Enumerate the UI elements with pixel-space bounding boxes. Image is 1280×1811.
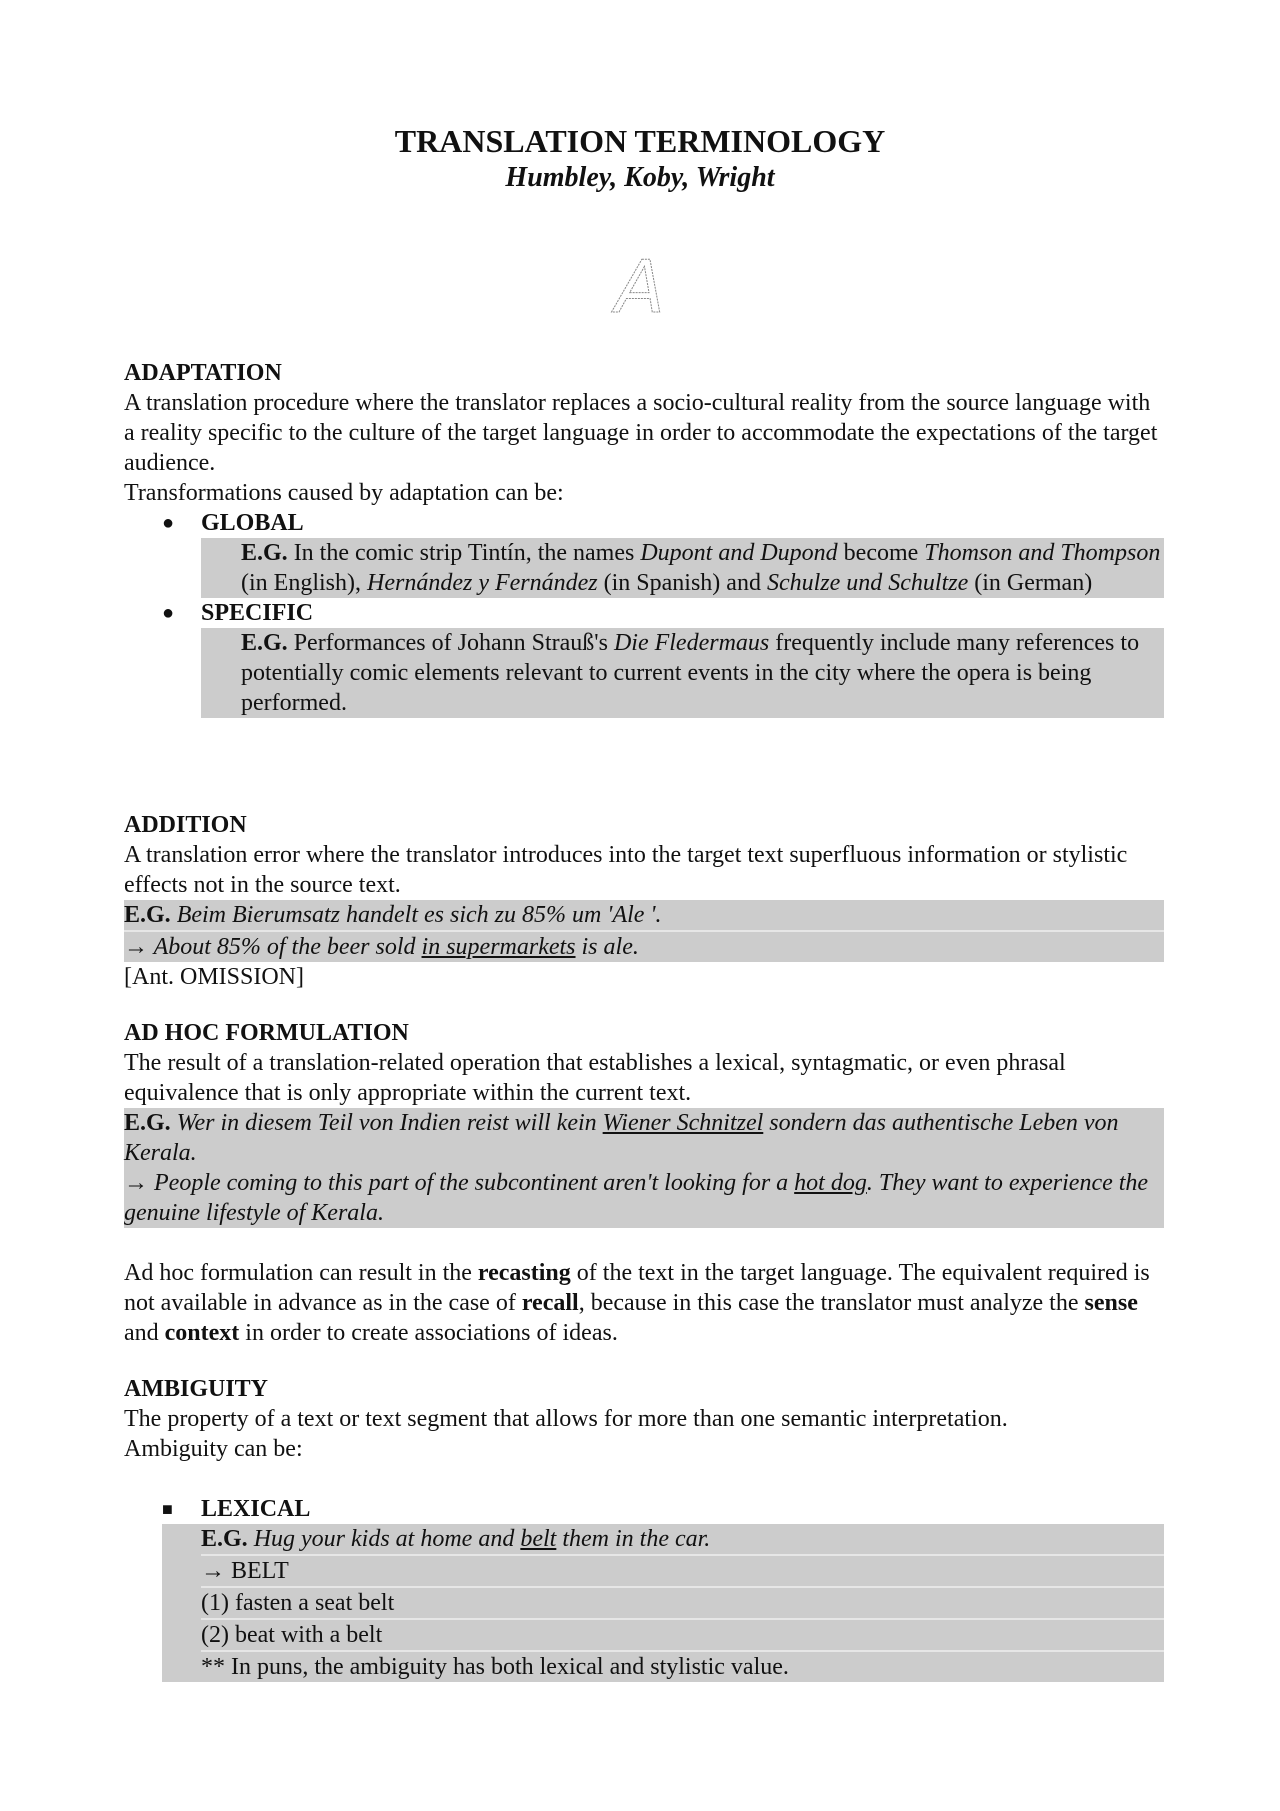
example-text: → People coming to this part of the subcontinent aren't looking for a (124, 1170, 789, 1196)
example-specific (201, 628, 1164, 718)
note-text: in order to create associations of ideas. (245, 1320, 618, 1346)
example-text: become (843, 540, 919, 566)
document-header (0, 122, 1280, 196)
bullet-specific (124, 598, 1164, 628)
svg-text:A: A (615, 248, 665, 320)
underlined-term: Wiener Schnitzel (602, 1110, 764, 1136)
example-source (124, 1108, 1164, 1168)
bullet-dot-icon: ● (162, 602, 175, 624)
entry-addition (124, 810, 1164, 992)
term-heading: AMBIGUITY (124, 1376, 269, 1402)
underlined-term: hot dog (794, 1170, 867, 1196)
definition: The result of a translation-related operation that establishes a lexical, syntagmatic, or even phrasal equivalence that is only appropriate within the current text. (124, 1050, 1066, 1106)
bullet-global (124, 508, 1164, 538)
example-text: frequently include many references to potentially comic elements relevant to current events in the city where the opera is being performed. (241, 630, 1140, 716)
example-text: (in German) (974, 570, 1093, 596)
example-global (201, 538, 1164, 598)
example-text: Beim Bierumsatz handelt es sich zu 85% um 'Ale '. (176, 902, 662, 928)
example-text: (in Spanish) and (603, 570, 761, 596)
example-term: Hernández y Fernández (367, 570, 598, 596)
eg-label: E.G. (124, 902, 171, 928)
term-heading: AD HOC FORMULATION (124, 1020, 409, 1046)
example-block (124, 1108, 1164, 1228)
bullet-label: SPECIFIC (201, 600, 314, 626)
example-term: Schulze und Schultze (766, 570, 969, 596)
example-target (124, 1168, 1164, 1228)
example-text: them in the car. (562, 1526, 711, 1552)
eg-label: E.G. (241, 630, 288, 656)
example-text: is ale. (581, 934, 639, 960)
bullet-label: GLOBAL (201, 510, 304, 536)
section-letter-a (600, 248, 680, 320)
example-line: (2) beat with a belt (201, 1620, 1164, 1652)
note-text: and (124, 1320, 159, 1346)
example-text: Performances of Johann Strauß's (293, 630, 608, 656)
note-keyword: recall (521, 1290, 579, 1316)
definition: The property of a text or text segment that allows for more than one semantic interpretation. (124, 1406, 1008, 1432)
example-text: . They want to experience the genuine lifestyle of Kerala. (124, 1170, 1149, 1226)
example-term: Die Fledermaus (613, 630, 770, 656)
note-paragraph (124, 1258, 1164, 1348)
note-keyword: recasting (477, 1260, 571, 1286)
eg-label: E.G. (201, 1526, 248, 1552)
eg-label: E.G. (124, 1110, 171, 1136)
term-heading: ADDITION (124, 812, 247, 838)
example-text: sondern das authentische Leben von Kerala. (124, 1110, 1119, 1166)
example-text: → About 85% of the beer sold (124, 934, 416, 960)
example-term: Thomson and Thompson (924, 540, 1161, 566)
note-text: of the text in the target language. The equivalent required is not available in advance as in the case of (124, 1260, 1150, 1316)
eg-label: E.G. (241, 540, 288, 566)
authors: Humbley, Koby, Wright (505, 162, 775, 193)
example-line (201, 1524, 1164, 1556)
note-text: , because in this case the translator must analyze the (578, 1290, 1079, 1316)
bullet-square-icon: ■ (162, 1499, 173, 1519)
intro-text: Transformations caused by adaptation can be: (124, 480, 564, 506)
antonym-note: [Ant. OMISSION] (124, 964, 304, 990)
entry-ambiguity (124, 1374, 1164, 1682)
underlined-term: belt (520, 1526, 557, 1552)
note-keyword: context (164, 1320, 240, 1346)
entry-ad-hoc (124, 1018, 1164, 1348)
example-text: Hug your kids at home and (253, 1526, 515, 1552)
bullet-label: LEXICAL (201, 1496, 311, 1522)
page-title: TRANSLATION TERMINOLOGY (394, 123, 886, 159)
example-line: ** In puns, the ambiguity has both lexical and stylistic value. (201, 1652, 1164, 1682)
bullet-dot-icon: ● (162, 512, 175, 534)
bullet-lexical (124, 1494, 1164, 1524)
definition: A translation procedure where the translator replaces a socio-cultural reality from the source language with a reality specific to the culture of the target language in order to accommodate the expectations of the target audience. (124, 390, 1158, 476)
example-line: → BELT (201, 1556, 1164, 1588)
note-keyword: sense (1084, 1290, 1138, 1316)
intro-text: Ambiguity can be: (124, 1436, 303, 1462)
example-text: In the comic strip Tintín, the names (293, 540, 635, 566)
example-source (124, 900, 1164, 932)
example-term: Dupont and Dupond (640, 540, 838, 566)
note-text: Ad hoc formulation can result in the (124, 1260, 472, 1286)
underlined-term: in supermarkets (421, 934, 576, 960)
definition: A translation error where the translator introduces into the target text superfluous information or stylistic effects not in the source text. (124, 842, 1128, 898)
example-block (124, 900, 1164, 962)
example-target (124, 932, 1164, 962)
example-text: Wer in diesem Teil von Indien reist will kein (176, 1110, 597, 1136)
entry-adaptation (124, 358, 1164, 718)
term-heading: ADAPTATION (124, 360, 282, 386)
example-lexical (162, 1524, 1164, 1682)
example-line: (1) fasten a seat belt (201, 1588, 1164, 1620)
example-text: (in English), (241, 570, 361, 596)
